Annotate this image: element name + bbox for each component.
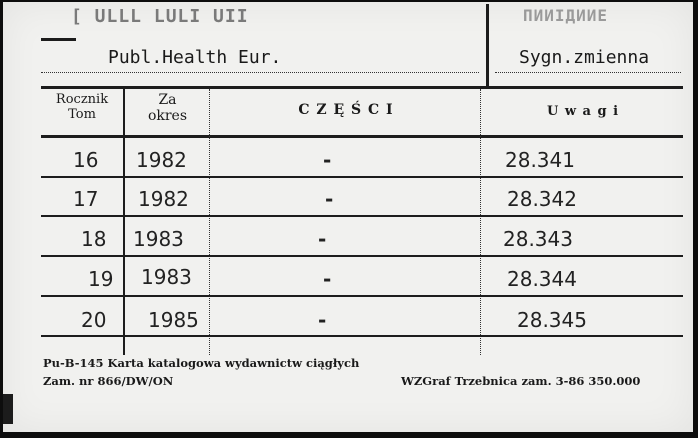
col-divider-2 (209, 89, 210, 355)
row-5-tom: 20 (81, 308, 107, 332)
row-1-tom: 16 (73, 148, 99, 172)
row-3-czesci: - (318, 227, 327, 251)
bracket-mark (41, 38, 76, 41)
header-okres: okres (147, 108, 188, 124)
row-4-tom: 19 (88, 267, 114, 291)
row-5-czesci: - (318, 308, 327, 332)
footer-printer: WZGraf Trzebnica zam. 3-86 350.000 (401, 374, 641, 388)
row-4-czesci: - (323, 267, 332, 291)
header-za: Za (158, 92, 177, 108)
row-line-1 (41, 176, 683, 178)
header-rocznik: Rocznik (55, 92, 109, 107)
header-tom: Tom (68, 107, 96, 122)
header-uwagi: U w a g i (546, 104, 620, 119)
header-czesci: C Z Ę Ś C I (298, 102, 394, 118)
row-line-4 (41, 295, 683, 297)
row-1-okres: 1982 (136, 148, 187, 172)
row-2-tom: 17 (73, 187, 99, 211)
signature-label: Sygn.zmienna (519, 47, 650, 68)
publication-title: Publ.Health Eur. (108, 47, 282, 68)
row-1-uwagi: 28.341 (505, 148, 575, 172)
row-2-uwagi: 28.342 (507, 187, 577, 211)
row-4-okres: 1983 (141, 265, 192, 289)
corner-mark (3, 394, 13, 424)
row-5-okres: 1985 (148, 308, 199, 332)
col-divider-1 (123, 89, 125, 355)
row-3-tom: 18 (81, 227, 107, 251)
header-bottom-border (41, 135, 683, 138)
row-4-uwagi: 28.344 (507, 267, 577, 291)
col-divider-3 (480, 89, 481, 355)
row-3-uwagi: 28.343 (503, 227, 573, 251)
signature-underline (495, 72, 681, 73)
row-5-uwagi: 28.345 (517, 308, 587, 332)
row-line-2 (41, 215, 683, 217)
top-stamp-right: ПИИІДИИЕ (523, 6, 609, 25)
catalog-card (3, 2, 693, 432)
header-rocznik-tom (43, 92, 121, 122)
title-underline (41, 72, 479, 73)
header-za-okres (125, 92, 210, 124)
row-1-czesci: - (323, 148, 332, 172)
row-2-okres: 1982 (138, 187, 189, 211)
row-line-5 (41, 335, 683, 337)
row-2-czesci: - (325, 187, 334, 211)
title-divider (486, 4, 489, 88)
row-3-okres: 1983 (133, 227, 184, 251)
footer-order-number: Zam. nr 866/DW/ON (43, 374, 174, 388)
row-line-3 (41, 255, 683, 257)
footer-form-id: Pu-B-145 Karta katalogowa wydawnictw ciągłych (43, 356, 360, 370)
top-stamp-left: [ ULLL LULI UII (71, 6, 249, 27)
table-top-border (41, 86, 683, 89)
